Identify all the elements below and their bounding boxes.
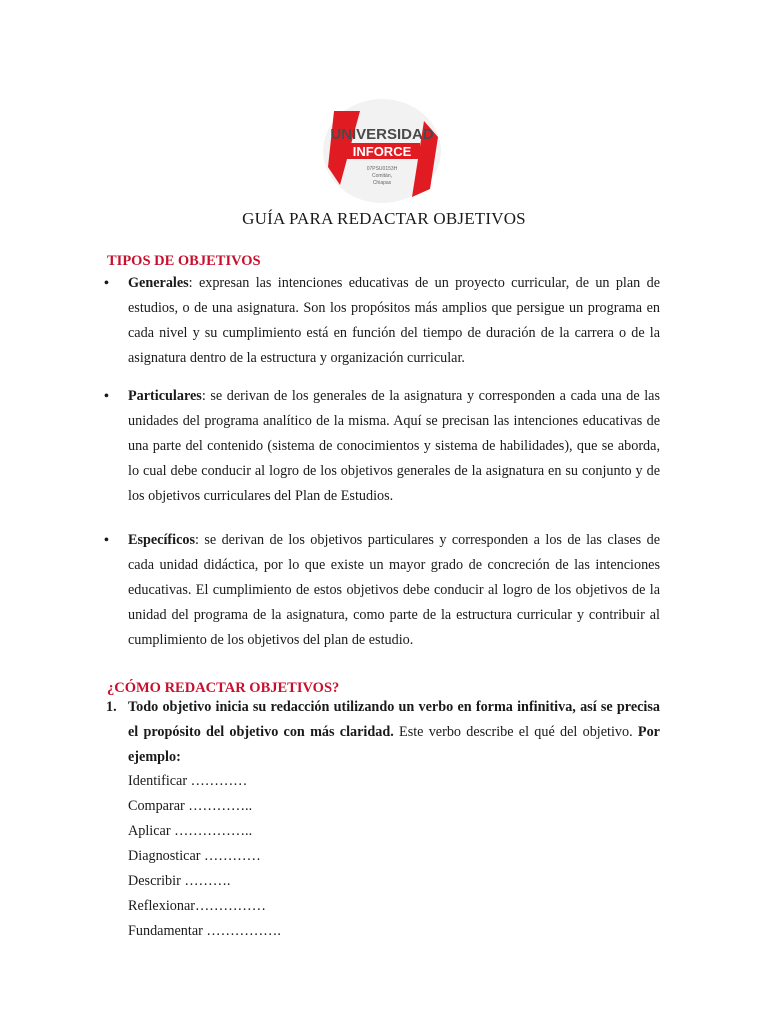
bullet-icon: • xyxy=(104,276,109,291)
verb-item: Comparar ………….. xyxy=(128,798,253,814)
document-title: GUÍA PARA REDACTAR OBJETIVOS xyxy=(242,209,526,228)
bullet-item-generales xyxy=(104,271,660,371)
term-especificos: Específicos xyxy=(128,532,195,548)
item1-text: Este verbo describe el qué del objetivo. xyxy=(393,724,638,740)
logo-line1: UNIVERSIDAD xyxy=(330,126,434,143)
verb-item: Identificar ………… xyxy=(128,773,248,789)
item1-example-label: Por ejemplo: xyxy=(128,724,660,765)
verb-item: Diagnosticar ………… xyxy=(128,848,261,864)
item1-bold-text: Todo objetivo inicia su redacción utilizando un verbo en forma infinitiva, así se precisa el propósito del objetivo con más claridad. xyxy=(128,699,660,740)
logo-line5: Chiapas xyxy=(372,180,392,186)
term-particulares: Particulares xyxy=(128,388,202,404)
verb-item: Describir ………. xyxy=(128,873,231,889)
verb-item: Fundamentar ……………. xyxy=(128,923,281,939)
bullet-item-particulares xyxy=(104,384,660,509)
bullet-icon: • xyxy=(104,389,109,404)
numbered-item-1 xyxy=(106,695,660,770)
section-heading-como: ¿CÓMO REDACTAR OBJETIVOS? xyxy=(107,680,340,696)
university-logo-graphic xyxy=(320,97,444,205)
text-particulares: : se derivan de los generales de la asignatura y corresponden a cada una de las unidades del programa analítico de la misma. Aquí se precisan las intenciones educativas de una parte del contenido (sistema de conocimientos y sistema de habilidades), que se aborda, lo cual debe conducir al logro de los objetivos generales de la asignatura en su conjunto y de los objetivos curriculares del Plan de Estudios. xyxy=(128,388,660,504)
logo-line4: Comitán, xyxy=(371,173,393,179)
item-number: 1. xyxy=(106,699,117,715)
university-logo xyxy=(320,97,444,205)
verb-list xyxy=(128,769,281,944)
bullet-icon: • xyxy=(104,533,109,548)
text-especificos: : se derivan de los objetivos particulares y corresponden a los de las clases de cada unidad didáctica, por lo que existe un mayor grado de concreción de las intenciones educativas. El cumplimiento de estos objetivos debe conducir al logro de los objetivos de la unidad del programa de la asignatura, como parte de la estructura curricular y contribuir al cumplimiento de los objetivos del plan de estudio. xyxy=(128,532,660,648)
verb-item: Reflexionar…………… xyxy=(128,898,266,914)
logo-line2: INFORCE xyxy=(352,144,412,159)
logo-line3: 07PSU0153H xyxy=(366,166,398,172)
verb-item: Aplicar …………….. xyxy=(128,823,253,839)
bullet-item-especificos xyxy=(104,528,660,653)
section-heading-tipos: TIPOS DE OBJETIVOS xyxy=(107,253,261,269)
text-generales: : expresan las intenciones educativas de un proyecto curricular, de un plan de estudios, o de una asignatura. Son los propósitos más amplios que persigue un programa en cada nivel y su cumplimiento está en función del tiempo de duración de la carrera o de la asignatura dentro de la estructura y organización curricular. xyxy=(128,275,660,366)
term-generales: Generales xyxy=(128,275,189,291)
